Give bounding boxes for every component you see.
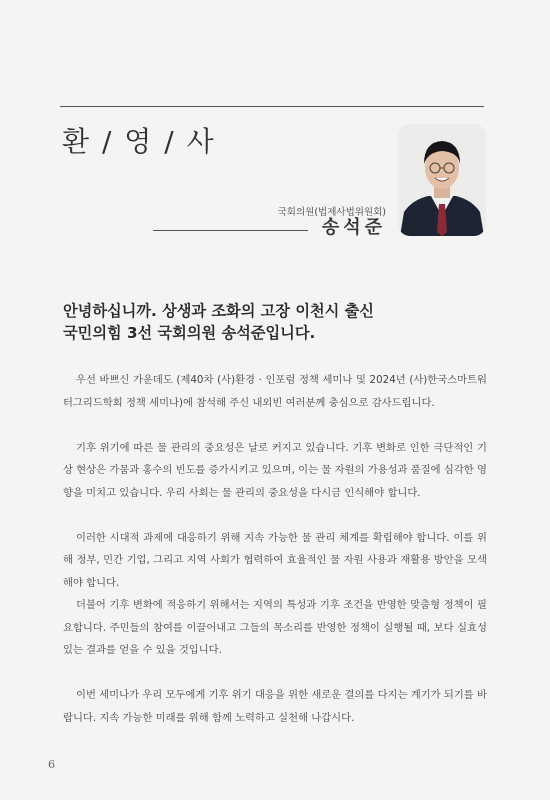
body-text (63, 369, 487, 752)
page-number: 6 (48, 758, 55, 771)
portrait-illustration (398, 124, 486, 236)
paragraph-5: 이번 세미나가 우리 모두에게 기후 위기 대응을 위한 새로운 결의를 다지는 계기가 되기를 바랍니다. 지속 가능한 미래를 위해 함께 노력하고 실천해 나갑시다. (63, 689, 487, 724)
author-photo (398, 124, 486, 236)
paragraph-3: 이러한 시대적 과제에 대응하기 위해 지속 가능한 물 관리 체계를 확립해야 합니다. 이를 위해 정부, 민간 기업, 그리고 지역 사회가 협력하여 효율적인 물 자원 사용과 재활용 방안을 모색해야 합니다. (63, 531, 487, 589)
author-name: 송석준 (321, 217, 386, 238)
author-rule (153, 230, 308, 231)
headline-line-2: 국민의힘 3선 국회의원 송석준입니다. (63, 324, 316, 342)
paragraph-2: 기후 위기에 따른 물 관리의 중요성은 날로 커지고 있습니다. 기후 변화로 인한 극단적인 기상 현상은 가뭄과 홍수의 빈도를 증가시키고 있으며, 이는 물 자원의 가용성과 품질에 심각한 영향을 미치고 있습니다. 우리 사회는 물 관리의 중요성을 다시금 인식해야 합니다. (63, 441, 487, 499)
author-role: 국회의원(법제사법위원회) (277, 207, 386, 218)
headline (63, 300, 493, 344)
paragraph-1: 우선 바쁘신 가운데도 (제40차 (사)환경 · 인포럼 정책 세미나 및 2024년 (사)한국스마트워터그리드학회 정책 세미나)에 참석해 주신 내외빈 여러분께 충심으로 감사드립니다. (63, 374, 487, 409)
paragraph-4: 더불어 기후 변화에 적응하기 위해서는 지역의 특성과 기후 조건을 반영한 맞춤형 정책이 필요합니다. 주민들의 참여를 이끌어내고 그들의 목소리를 반영한 정책이 실행될 때, 보다 실효성 있는 결과를 얻을 수 있을 것입니다. (63, 599, 487, 656)
top-rule (60, 106, 484, 107)
page-title: 환 / 영 / 사 (62, 125, 216, 158)
headline-line-1: 안녕하십니까. 상생과 조화의 고장 이천시 출신 (63, 302, 374, 320)
